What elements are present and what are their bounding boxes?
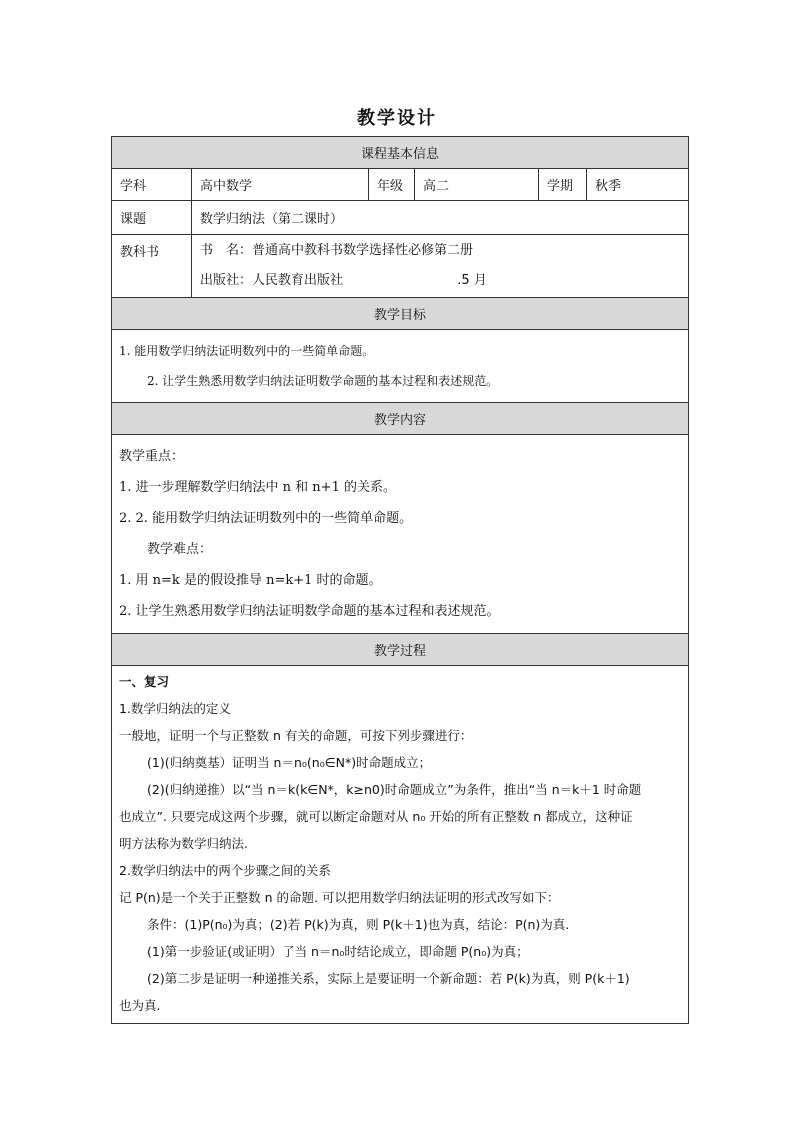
- key-points-label: 教学重点：: [119, 449, 185, 464]
- textbook-date: .5 月: [457, 273, 487, 288]
- process-paragraph: (2)第二步是证明一种递推关系，实际上是要证明一个新命题：若 P(k)为真，则 P(k＋1): [147, 971, 630, 986]
- process-paragraph: 记 P(n)是一个关于正整数 n 的命题. 可以把用数学归纳法证明的形式改写如下：: [119, 890, 560, 905]
- process-paragraph: 也成立”. 只要完成这两个步骤，就可以断定命题对从 n₀ 开始的所有正整数 n 都成立，这种证: [119, 809, 633, 824]
- difficulty-item: 2. 让学生熟悉用数学归纳法证明数学命题的基本过程和表述规范。: [119, 604, 500, 619]
- topic-value: 数学归纳法（第二课时）: [200, 212, 344, 227]
- process-paragraph: (1)(归纳奠基）证明当 n＝n₀(n₀∈N*)时命题成立；: [147, 755, 432, 770]
- textbook-info: [192, 235, 688, 297]
- process-paragraph: 1.数学归纳法的定义: [119, 701, 231, 716]
- process-paragraph: 条件：(1)P(n₀)为真；(2)若 P(k)为真，则 P(k＋1)也为真，结论：P(n)为真.: [147, 917, 570, 932]
- textbook-publisher: 出版社：人民教育出版社: [200, 273, 344, 288]
- process-paragraph: (2)(归纳递推）以“当 n＝k(k∈N*，k≥n0)时命题成立”为条件，推出“当 n＝k＋1 时命题: [147, 782, 642, 797]
- subject-value: 高中数学: [192, 169, 369, 200]
- topic-row: [112, 201, 688, 235]
- document-title: 教学设计: [357, 108, 437, 129]
- process-paragraph: 也为真.: [119, 998, 161, 1013]
- key-point-item: 2. 2. 能用数学归纳法证明数列中的一些简单命题。: [119, 511, 413, 526]
- goal-item: 2. 让学生熟悉用数学归纳法证明数学命题的基本过程和表述规范。: [147, 374, 499, 388]
- process-header: 教学过程: [112, 634, 688, 666]
- key-point-item: 1. 进一步理解数学归纳法中 n 和 n+1 的关系。: [119, 480, 396, 495]
- textbook-label: 教科书: [112, 235, 192, 297]
- basic-info-header: 课程基本信息: [112, 137, 688, 169]
- grade-value: 高二: [415, 169, 539, 200]
- subject-label: 学科: [112, 169, 192, 200]
- goals-header: 教学目标: [112, 298, 688, 330]
- process-body: [112, 666, 688, 1023]
- lesson-plan-table: [111, 136, 689, 1024]
- goal-item: 1. 能用数学归纳法证明数列中的一些简单命题。: [119, 344, 375, 358]
- grade-label: 年级: [369, 169, 415, 200]
- term-value: 秋季: [595, 179, 622, 194]
- content-body: [112, 435, 688, 634]
- goals-body: [112, 330, 688, 403]
- process-paragraph: 2.数学归纳法中的两个步骤之间的关系: [119, 863, 331, 878]
- textbook-publisher-line: [200, 266, 487, 296]
- subject-row: [112, 169, 688, 201]
- difficulty-item: 1. 用 n=k 是的假设推导 n=k+1 时的命题。: [119, 573, 382, 588]
- term-label: 学期: [539, 169, 587, 200]
- process-paragraph: 一般地，证明一个与正整数 n 有关的命题，可按下列步骤进行：: [119, 728, 473, 743]
- process-paragraph: (1)第一步验证(或证明）了当 n＝n₀时结论成立，即命题 P(n₀)为真；: [147, 944, 529, 959]
- process-paragraph: 明方法称为数学归纳法.: [119, 836, 248, 851]
- review-section-title: 一、复习: [119, 674, 170, 689]
- difficulty-label: 教学难点：: [147, 542, 213, 557]
- topic-label: 课题: [112, 201, 192, 234]
- textbook-row: [112, 235, 688, 298]
- textbook-name: 书 名：普通高中教科书数学选择性必修第二册: [200, 243, 474, 258]
- content-header: 教学内容: [112, 403, 688, 435]
